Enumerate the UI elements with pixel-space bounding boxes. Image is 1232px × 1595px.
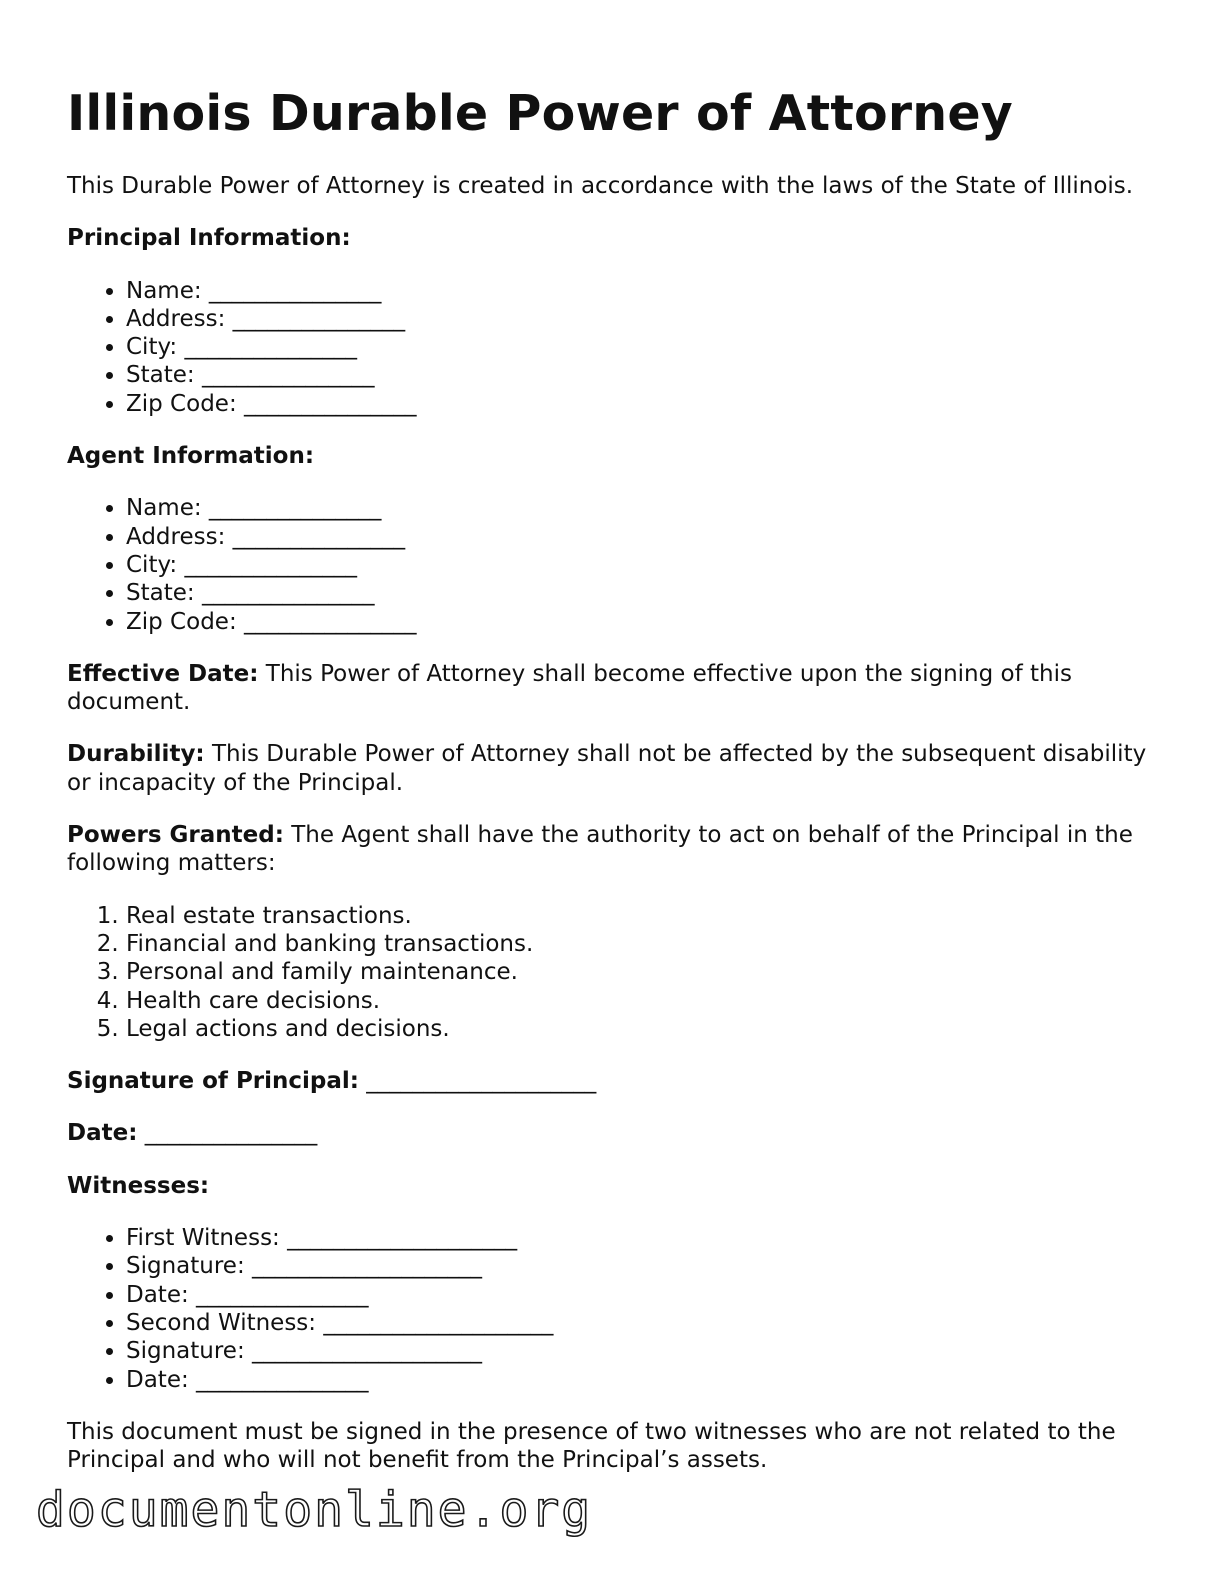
durability-label: Durability:: [67, 741, 205, 768]
agent-city-field: • City: _______________: [126, 551, 1167, 579]
effective-date-text: This Power of Attorney shall become effective upon the signing of this document.: [67, 660, 1072, 716]
powers-paragraph: [67, 821, 1167, 878]
principal-signature-label: Signature of Principal:: [67, 1068, 359, 1095]
power-item: 3. Personal and family maintenance.: [126, 958, 1167, 986]
powers-text: The Agent shall have the authority to act on behalf of the Principal in the following matters:: [67, 822, 1133, 877]
durability-text: This Durable Power of Attorney shall not be affected by the subsequent disability or incapacity of the Principal.: [67, 741, 1147, 796]
first-witness-date-field: • Date: _______________: [126, 1281, 1167, 1309]
first-witness-field: • First Witness: ____________________: [126, 1224, 1167, 1252]
second-witness-field: • Second Witness: ____________________: [126, 1309, 1167, 1337]
date-line: [67, 1119, 1167, 1147]
effective-date-paragraph: [67, 660, 1167, 717]
principal-state-field: • State: _______________: [126, 361, 1167, 389]
agent-heading-label: Agent Information:: [67, 443, 315, 470]
power-item: 5. Legal actions and decisions.: [126, 1015, 1167, 1043]
power-item: 4. Health care decisions.: [126, 987, 1167, 1015]
document-page: [67, 78, 1167, 1474]
principal-heading-label: Principal Information:: [67, 225, 351, 252]
date-blank: _______________: [137, 1120, 318, 1147]
agent-state-field: • State: _______________: [126, 579, 1167, 607]
power-item: 1. Real estate transactions.: [126, 902, 1167, 930]
agent-address-field: • Address: _______________: [126, 523, 1167, 551]
witnesses-heading-label: Witnesses:: [67, 1172, 210, 1199]
principal-heading: [67, 224, 1167, 252]
footer-note: This document must be signed in the presence of two witnesses who are not related to the Principal and who will not benefit from the Principal’s assets.: [67, 1418, 1116, 1474]
date-label: Date:: [67, 1120, 138, 1147]
intro-paragraph: This Durable Power of Attorney is created in accordance with the laws of the State of Illinois.: [67, 173, 1134, 199]
document-title: Illinois Durable Power of Attorney: [67, 85, 1013, 142]
powers-label: Powers Granted:: [67, 822, 284, 849]
witnesses-list: [67, 1224, 1167, 1394]
principal-address-field: • Address: _______________: [126, 305, 1167, 333]
durability-paragraph: [67, 740, 1167, 797]
agent-zip-field: • Zip Code: _______________: [126, 608, 1167, 636]
principal-signature-blank: ____________________: [358, 1068, 597, 1095]
principal-signature-line: [67, 1067, 1167, 1095]
powers-list: [67, 902, 1167, 1043]
agent-name-field: • Name: _______________: [126, 494, 1167, 522]
witnesses-heading: [67, 1172, 1167, 1200]
agent-heading: [67, 442, 1167, 470]
principal-name-field: • Name: _______________: [126, 277, 1167, 305]
agent-fields-list: [67, 494, 1167, 635]
principal-city-field: • City: _______________: [126, 333, 1167, 361]
second-witness-date-field: • Date: _______________: [126, 1366, 1167, 1394]
first-witness-signature-field: • Signature: ____________________: [126, 1252, 1167, 1280]
watermark-logo: documentonline.org: [36, 1482, 593, 1538]
principal-fields-list: [67, 277, 1167, 418]
second-witness-signature-field: • Signature: ____________________: [126, 1337, 1167, 1365]
effective-date-label: Effective Date:: [67, 660, 259, 687]
power-item: 2. Financial and banking transactions.: [126, 930, 1167, 958]
principal-zip-field: • Zip Code: _______________: [126, 390, 1167, 418]
